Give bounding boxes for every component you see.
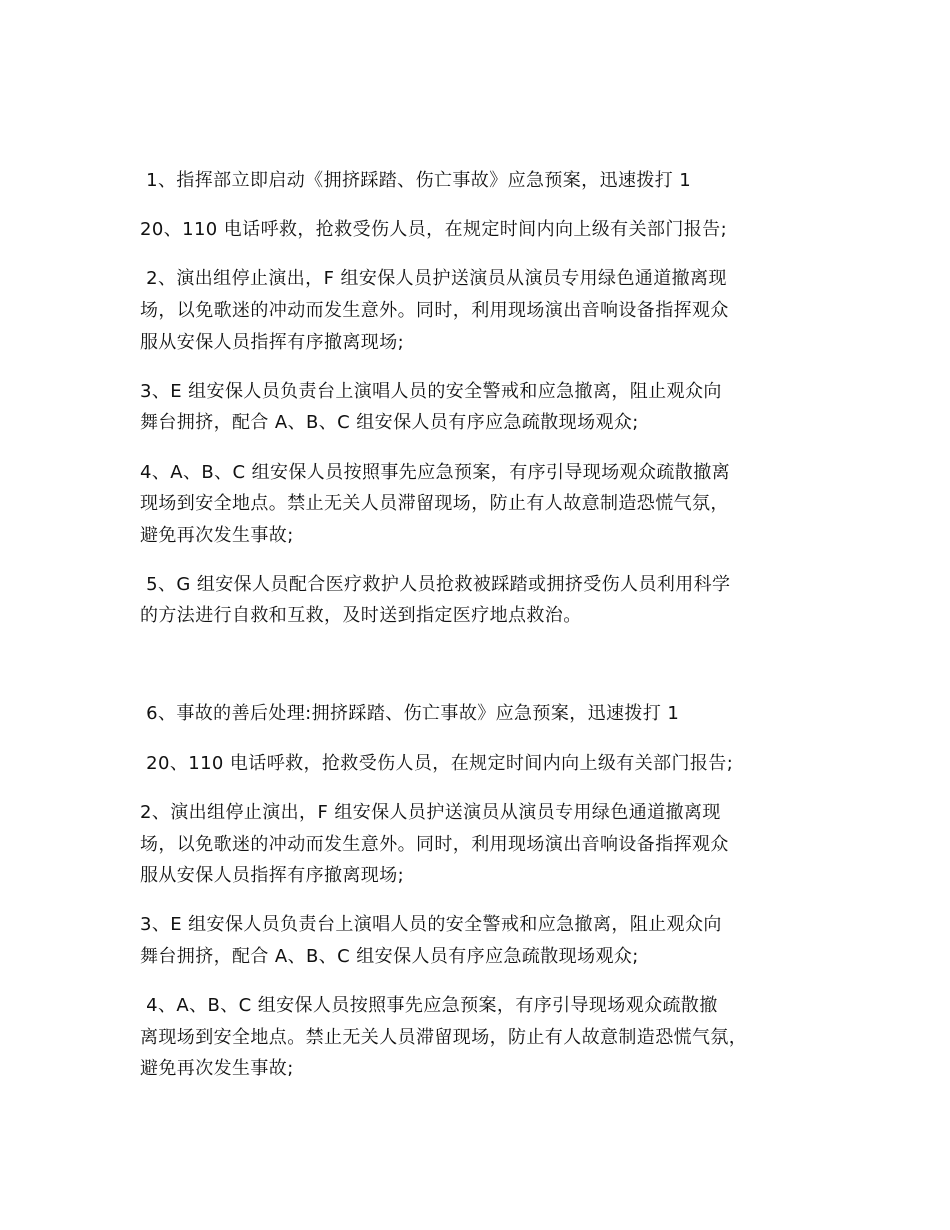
text-line: 服从安保人员指挥有序撤离现场; <box>140 332 405 353</box>
text-line: 避免再次发生事故; <box>140 525 294 546</box>
text-line: 20、110 电话呼救，抢救受伤人员，在规定时间内向上级有关部门报告; <box>140 219 728 240</box>
text-line: 3、E 组安保人员负责台上演唱人员的安全警戒和应急撤离，阻止观众向 <box>140 381 722 402</box>
text-line: 4、A、B、C 组安保人员按照事先应急预案，有序引导现场观众疏散撤 <box>140 995 718 1016</box>
text-line: 避免再次发生事故; <box>140 1058 294 1079</box>
text-line: 服从安保人员指挥有序撤离现场; <box>140 865 405 886</box>
text-line: 场，以免歌迷的冲动而发生意外。同时，利用现场演出音响设备指挥观众 <box>140 834 729 855</box>
text-line: 场，以免歌迷的冲动而发生意外。同时，利用现场演出音响设备指挥观众 <box>140 300 729 321</box>
text-line: 5、G 组安保人员配合医疗救护人员抢救被踩踏或拥挤受伤人员利用科学 <box>140 574 731 595</box>
text-line: 舞台拥挤，配合 A、B、C 组安保人员有序应急疏散现场观众; <box>140 412 639 433</box>
text-line: 4、A、B、C 组安保人员按照事先应急预案，有序引导现场观众疏散撤离 <box>140 462 731 483</box>
text-line: 现场到安全地点。禁止无关人员滞留现场，防止有人故意制造恐慌气氛， <box>140 493 729 514</box>
text-line: 舞台拥挤，配合 A、B、C 组安保人员有序应急疏散现场观众; <box>140 946 639 967</box>
text-line: 2、演出组停止演出，F 组安保人员护送演员从演员专用绿色通道撤离现 <box>140 268 727 289</box>
text-line: 3、E 组安保人员负责台上演唱人员的安全警戒和应急撤离，阻止观众向 <box>140 914 722 935</box>
text-line: 1、指挥部立即启动《拥挤踩踏、伤亡事故》应急预案，迅速拨打 1 <box>140 170 692 191</box>
text-line: 20、110 电话呼救，抢救受伤人员，在规定时间内向上级有关部门报告; <box>140 753 734 774</box>
text-line: 6、事故的善后处理:拥挤踩踏、伤亡事故》应急预案，迅速拨打 1 <box>140 703 680 724</box>
text-line: 离现场到安全地点。禁止无关人员滞留现场，防止有人故意制造恐慌气氛， <box>140 1027 748 1048</box>
text-line: 2、演出组停止演出，F 组安保人员护送演员从演员专用绿色通道撤离现 <box>140 802 721 823</box>
text-line: 的方法进行自救和互救，及时送到指定医疗地点救治。 <box>140 605 582 626</box>
